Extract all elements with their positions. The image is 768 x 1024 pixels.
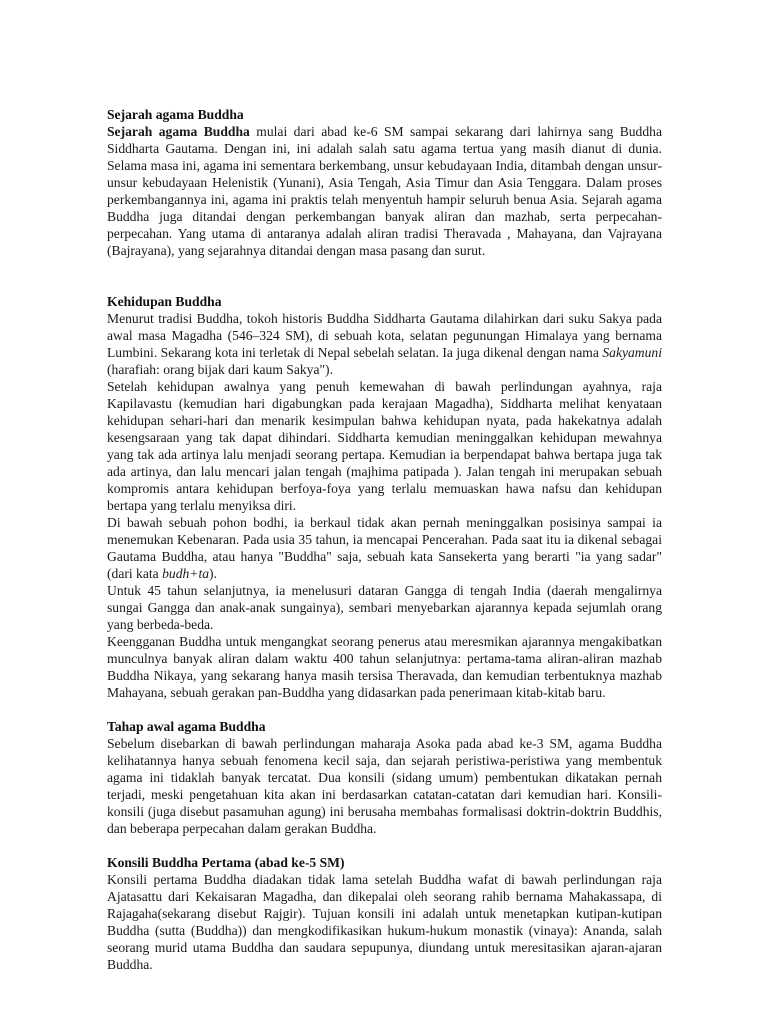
paragraph-kehidupan-1: Menurut tradisi Buddha, tokoh historis Buddha Siddharta Gautama dilahirkan dari suku Sakya pada awal masa Magadha (546–324 SM), di sebuah kota, selatan pegunungan Himalaya yang bernama Lumbini. Sekarang kota ini terletak di Nepal sebelah selatan. Ia juga dikenal dengan nama Sakyamuni (harafiah: orang bijak dari kaum Sakya"). (107, 311, 662, 377)
paragraph-tahap-awal: Sebelum disebarkan di bawah perlindungan maharaja Asoka pada abad ke-3 SM, agama Buddha kelihatannya hanya sebuah fenomena kecil saja, dan sejarah peristiwa-peristiwa yang membentuk agama ini tidaklah banyak tercatat. Dua konsili (sidang umum) pembentukan dikatakan pernah terjadi, meski pengetahuan kita akan ini berdasarkan catatan-catatan dari kemudian hari. Konsili-konsili (juga disebut pasamuhan agung) ini berusaha membahas formalisasi doktrin-doktrin Buddhis, dan beberapa perpecahan dalam gerakan Buddha. (107, 736, 662, 836)
section-heading-konsili-pertama: Konsili Buddha Pertama (abad ke-5 SM) (107, 855, 345, 870)
section-heading-tahap-awal: Tahap awal agama Buddha (107, 719, 266, 734)
paragraph-kehidupan-5: Keengganan Buddha untuk mengangkat seorang penerus atau meresmikan ajarannya mengakibatkan munculnya banyak aliran dalam waktu 400 tahun selanjutnya: pertama-tama aliran-aliran mazhab Buddha Nikaya, yang sekarang hanya masih tersisa Theravada, dan kemudian terbentuknya mazhab Mahayana, sebuah gerakan pan-Buddha yang didasarkan pada penerimaan kitab-kitab baru. (107, 634, 662, 700)
italic-term: Sakyamuni (602, 345, 662, 360)
paragraph-sejarah-intro (107, 123, 662, 259)
bold-lead-term: Sejarah agama Buddha (107, 124, 250, 139)
paragraph-konsili-pertama: Konsili pertama Buddha diadakan tidak lama setelah Buddha wafat di bawah perlindungan raja Ajatasattu dari Kekaisaran Magadha, dan dikepalai oleh seorang rahib bernama Mahakassapa, di Rajagaha(sekarang disebut Rajgir). Tujuan konsili ini adalah untuk menetapkan kutipan-kutipan Buddha (sutta (Buddha)) dan mengkodifikasikan hukum-hukum monastik (vinaya): Ananda, salah seorang murid utama Buddha dan saudara sepupunya, diundang untuk meresitasikan ajaran-ajaran Buddha. (107, 872, 662, 972)
document-page (107, 106, 662, 973)
section-heading-sejarah: Sejarah agama Buddha (107, 107, 244, 122)
paragraph-kehidupan-2: Setelah kehidupan awalnya yang penuh kemewahan di bawah perlindungan ayahnya, raja Kapilavastu (kemudian hari digabungkan pada kerajaan Magadha), Siddharta melihat kenyataan kehidupan sehari-hari dan menarik kesimpulan bahwa kehidupan nyata, pada hakekatnya adalah kesengsaraan yang tak dapat dihindari. Siddharta kemudian meninggalkan kehidupan mewahnya yang tak ada artinya lalu menjadi seorang pertapa. Kemudian ia berpendapat bahwa bertapa juga tak ada artinya, dan lalu mencari jalan tengah (majhima patipada ). Jalan tengah ini merupakan sebuah kompromis antara kehidupan berfoya-foya yang terlalu memuaskan hawa nafsu dan kehidupan bertapa yang terlalu menyiksa diri. (107, 379, 662, 513)
section-heading-kehidupan: Kehidupan Buddha (107, 294, 222, 309)
paragraph-text: mulai dari abad ke-6 SM sampai sekarang dari lahirnya sang Buddha Siddharta Gautama. Dengan ini, ini adalah salah satu agama tertua yang masih dianut di dunia. Selama masa ini, agama ini sementara berkembang, unsur kebudayaan India, ditambah dengan unsur-unsur kebudayaan Helenistik (Yunani), Asia Tengah, Asia Timur dan Asia Tenggara. Dalam proses perkembangannya ini, agama ini praktis telah menyentuh hampir seluruh benua Asia. Sejarah agama Buddha juga ditandai dengan perkembangan banyak aliran dan mazhab, serta perpecahan-perpecahan. Yang utama di antaranya adalah aliran tradisi Theravada , Mahayana, dan Vajrayana (Bajrayana), yang sejarahnya ditandai dengan masa pasang dan surut. (107, 124, 662, 258)
paragraph-kehidupan-3: Di bawah sebuah pohon bodhi, ia berkaul tidak akan pernah meninggalkan posisinya sampai ia menemukan Kebenaran. Pada usia 35 tahun, ia mencapai Pencerahan. Pada saat itu ia dikenal sebagai Gautama Buddha, atau hanya "Buddha" saja, sebuah kata Sansekerta yang berarti "ia yang sadar" (dari kata budh+ta). (107, 515, 662, 581)
italic-term: budh+ta (162, 566, 210, 581)
paragraph-kehidupan-4: Untuk 45 tahun selanjutnya, ia menelusuri dataran Gangga di tengah India (daerah mengalirnya sungai Gangga dan anak-anak sungainya), sembari menyebarkan ajarannya kepada sejumlah orang yang berbeda-beda. (107, 583, 662, 632)
